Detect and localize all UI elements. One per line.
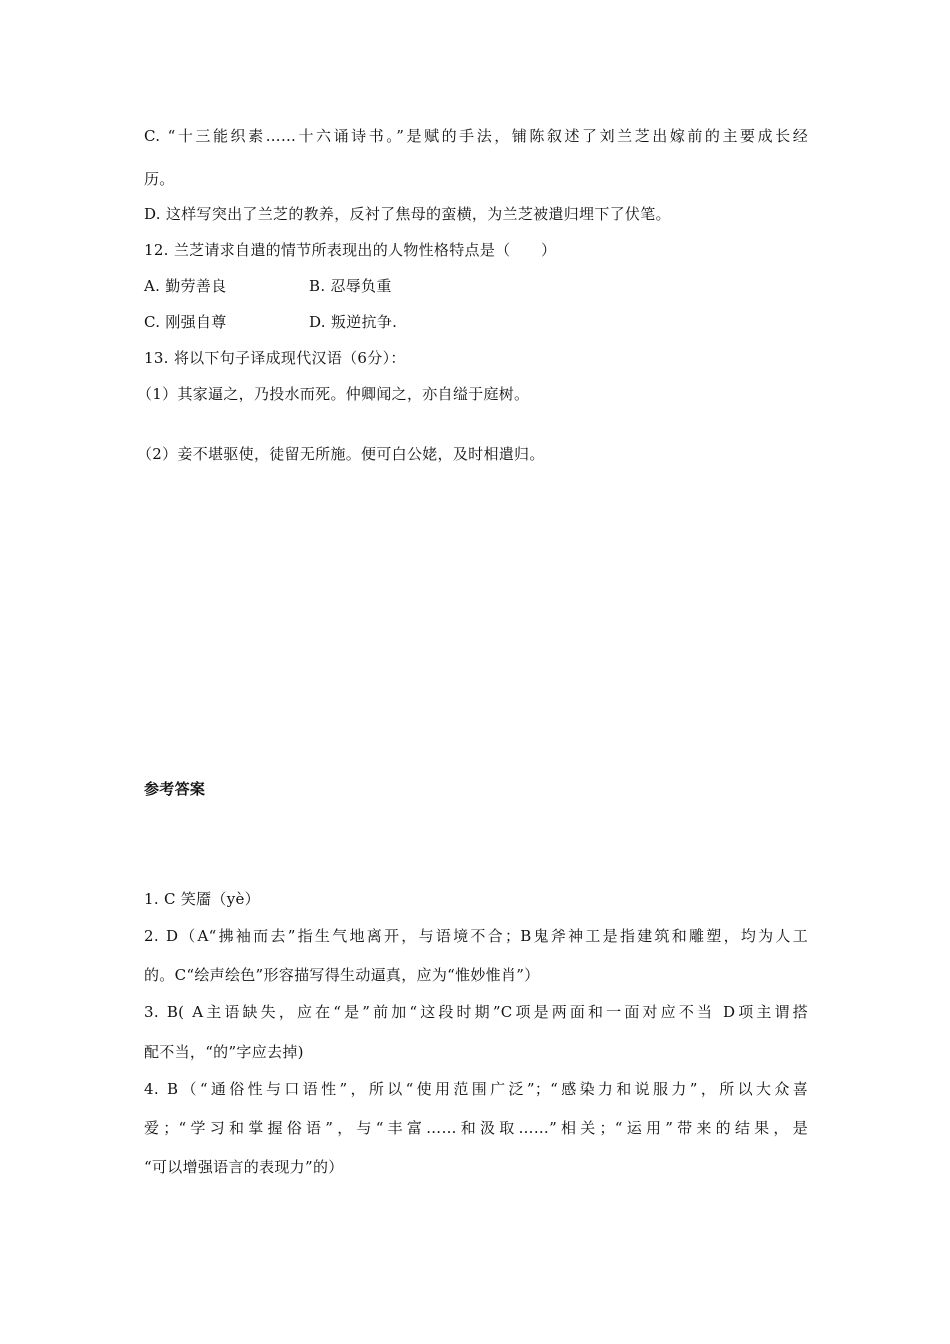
answers-heading: 参考答案 [144, 780, 206, 798]
q12-stem: 12. 兰芝请求自遣的情节所表现出的人物性格特点是（ ） [144, 241, 557, 259]
q12-options-row2 [144, 312, 398, 332]
q13-stem: 13. 将以下句子译成现代汉语（6分）： [144, 349, 406, 367]
answer-1: 1. C 笑靥（yè） [144, 890, 260, 908]
q12-option-d: D. 叛逆抗争. [309, 313, 398, 331]
q11-option-d: D. 这样写突出了兰芝的教养，反衬了焦母的蛮横，为兰芝被遣归埋下了伏笔。 [144, 205, 671, 223]
q11-option-c-line2: 历。 [144, 170, 175, 188]
answer-4-line2: 爱；“学习和掌握俗语”，与“丰富……和汲取……”相关；“运用”带来的结果，是 [144, 1119, 808, 1137]
answer-4-line3: “可以增强语言的表现力”的） [144, 1158, 344, 1176]
q13-sentence-1: （1）其家逼之，乃投水而死。仲卿闻之，亦自缢于庭树。 [137, 385, 530, 403]
q12-options-row1 [144, 276, 392, 296]
answer-3-line2: 配不当，“的”字应去掉) [144, 1043, 304, 1061]
q12-option-a: A. 勤劳善良 [144, 277, 227, 295]
answer-3-line1: 3. B( A主语缺失，应在“是”前加“这段时期”C项是两面和一面对应不当 D项主谓搭 [144, 1003, 808, 1021]
answer-2-line2: 的。C“绘声绘色”形容描写得生动逼真，应为“惟妙惟肖”） [144, 966, 540, 984]
answer-2-line1: 2. D（A“拂袖而去”指生气地离开，与语境不合；B鬼斧神工是指建筑和雕塑，均为人工 [144, 927, 808, 945]
q11-option-c-line1: C. “十三能织素……十六诵诗书。”是赋的手法，铺陈叙述了刘兰芝出嫁前的主要成长经 [144, 127, 808, 145]
q12-option-b: B. 忍辱负重 [309, 277, 392, 295]
q13-sentence-2: （2）妾不堪驱使，徒留无所施。便可白公姥，及时相遣归。 [137, 445, 545, 463]
q12-option-c: C. 刚强自尊 [144, 313, 227, 331]
answer-4-line1: 4. B（“通俗性与口语性”，所以“使用范围广泛”；“感染力和说服力”，所以大众喜 [144, 1080, 808, 1098]
